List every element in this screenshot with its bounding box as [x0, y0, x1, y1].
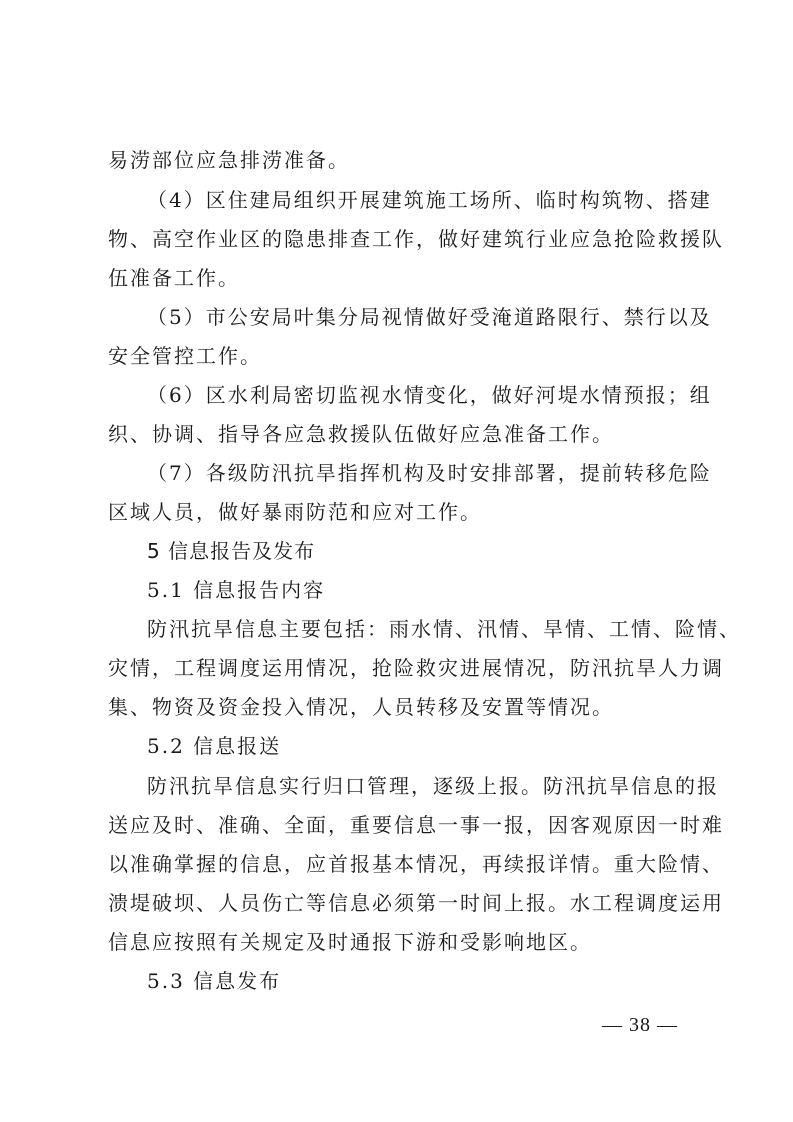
- page-number: — 38 —: [602, 1014, 678, 1036]
- paragraph-line: 防汛抗旱信息实行归口管理，逐级上报。防汛抗旱信息的报: [147, 774, 719, 798]
- paragraph-line: 区域人员，做好暴雨防范和应对工作。: [108, 500, 482, 524]
- paragraph-line: （6）区水利局密切监视水情变化，做好河堤水情预报；组: [147, 383, 712, 407]
- paragraph-line: （4）区住建局组织开展建筑施工场所、临时构筑物、搭建: [147, 188, 712, 212]
- paragraph-line: 集、物资及资金投入情况，人员转移及安置等情况。: [108, 695, 614, 719]
- paragraph-line: 易涝部位应急排涝准备。: [108, 148, 350, 172]
- subsection-heading: 5.3 信息发布: [147, 969, 282, 993]
- paragraph-line: 织、协调、指导各应急救援队伍做好应急准备工作。: [108, 422, 614, 446]
- subsection-heading: 5.2 信息报送: [147, 734, 282, 758]
- paragraph-line: 信息应按照有关规定及时通报下游和受影响地区。: [108, 930, 592, 954]
- paragraph-line: 以准确掌握的信息，应首报基本情况，再续报详情。重大险情、: [108, 852, 724, 876]
- section-heading: 5 信息报告及发布: [147, 539, 316, 563]
- paragraph-line: （5）市公安局叶集分局视情做好受淹道路限行、禁行以及: [147, 305, 712, 329]
- paragraph-line: 送应及时、准确、全面，重要信息一事一报，因客观原因一时难: [108, 813, 724, 837]
- paragraph-line: 灾情，工程调度运用情况，抢险救灾进展情况，防汛抗旱人力调: [108, 656, 724, 680]
- paragraph-line: （7）各级防汛抗旱指挥机构及时安排部署，提前转移危险: [147, 461, 712, 485]
- paragraph-line: 防汛抗旱信息主要包括：雨水情、汛情、旱情、工情、险情、: [147, 617, 741, 641]
- paragraph-line: 溃堤破坝、人员伤亡等信息必须第一时间上报。水工程调度运用: [108, 891, 724, 915]
- paragraph-line: 物、高空作业区的隐患排查工作，做好建筑行业应急抢险救援队: [108, 227, 724, 251]
- paragraph-line: 安全管控工作。: [108, 344, 262, 368]
- subsection-heading: 5.1 信息报告内容: [147, 578, 326, 602]
- paragraph-line: 伍准备工作。: [108, 266, 240, 290]
